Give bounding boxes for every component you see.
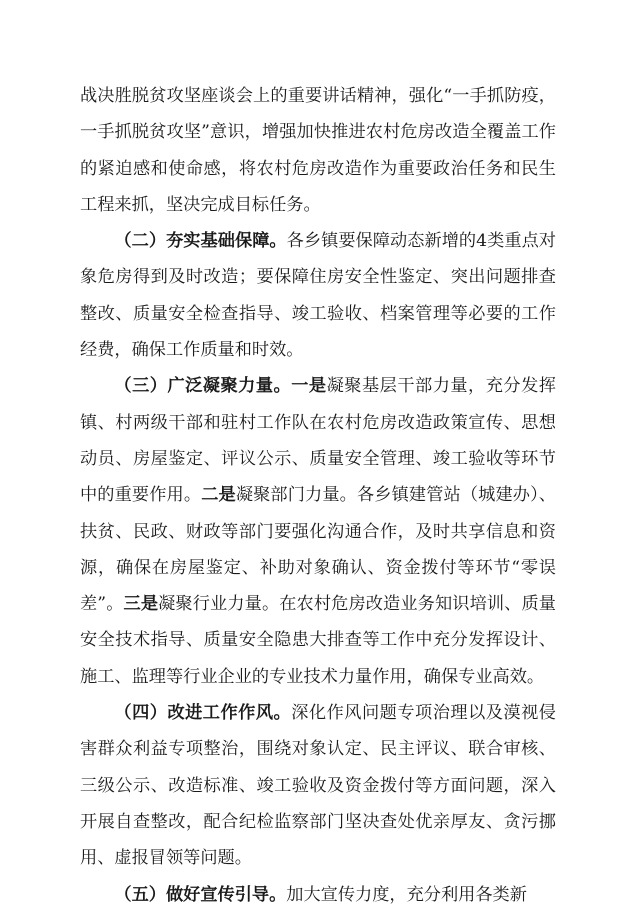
paragraph-text: 各乡镇要保障动态新增的4类重点对象危房得到及时改造；要保障住房安全性鉴定、突出问题排查整改、质量安全检查指导、竣工验收、档案管理等必要的工作经费，确保工作质量和时效。 bbox=[80, 231, 556, 361]
point-marker-3: 三是 bbox=[123, 594, 159, 615]
paragraph-text: 加大宣传力度，充分利用各类新 bbox=[286, 884, 527, 905]
point-marker-2: 二是 bbox=[201, 485, 236, 506]
section-heading: （五）做好宣传引导。 bbox=[114, 884, 287, 905]
section-heading: （二）夯实基础保障。 bbox=[114, 231, 287, 252]
paragraph-section-4 bbox=[80, 695, 556, 876]
paragraph-text: 深化作风问题专项治理以及漠视侵害群众利益专项整治，围绕对象认定、民主评议、联合审核、三级公示、改造标准、竣工验收及资金拨付等方面问题，深入开展自查整改，配合纪检监察部门坚决查处优亲厚友、贪污挪用、虚报冒领等问题。 bbox=[80, 703, 556, 869]
document-page bbox=[80, 78, 556, 913]
paragraph-text: 战决胜脱贫攻坚座谈会上的重要讲话精神，强化“一手抓防疫，一手抓脱贫攻坚”意识，增强加快推进农村危房改造全覆盖工作的紧迫感和使命感，将农村危房改造作为重要政治任务和民生工程来抓，坚决完成目标任务。 bbox=[80, 86, 556, 215]
point-marker-1: 一是 bbox=[291, 376, 327, 397]
point-text-3: 凝聚行业力量。在农村危房改造业务知识培训、质量安全技术指导、质量安全隐患大排查等工作中充分发挥设计、施工、监理等行业企业的专业技术力量作用，确保专业高效。 bbox=[80, 594, 556, 687]
paragraph-continuation bbox=[80, 78, 556, 223]
point-text-1: 凝聚基层干部力量，充分发挥镇、村两级干部和驻村工作队在农村危房改造政策宣传、思想动员、房屋鉴定、评议公示、质量安全管理、竣工验收等环节中的重要作用。 bbox=[80, 376, 556, 506]
paragraph-section-5 bbox=[80, 877, 556, 913]
paragraph-section-3 bbox=[80, 368, 556, 695]
section-heading: （三）广泛凝聚力量。 bbox=[114, 376, 292, 397]
section-heading: （四）改进工作作风。 bbox=[114, 703, 292, 724]
point-text-2: 凝聚部门力量。各乡镇建管站（城建办）、扶贫、民政、财政等部门要强化沟通合作，及时共享信息和资源，确保在房屋鉴定、补助对象确认、资金拨付等环节“零误差”。 bbox=[80, 485, 556, 615]
paragraph-section-2 bbox=[80, 223, 556, 368]
